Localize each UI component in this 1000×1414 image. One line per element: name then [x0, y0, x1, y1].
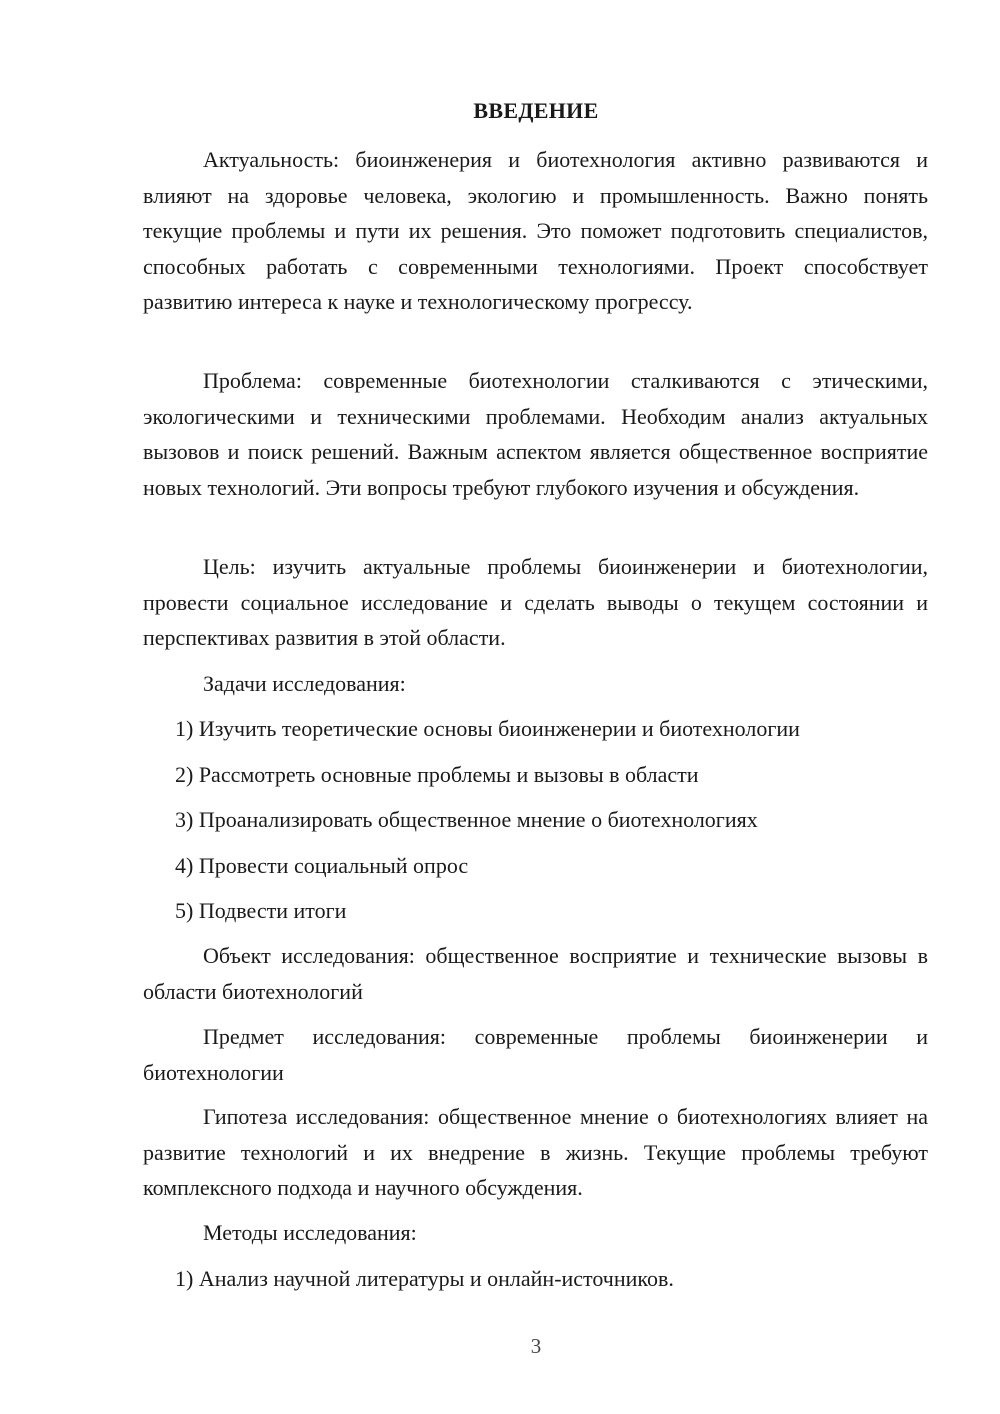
task-item-4: 4) Провести социальный опрос — [175, 853, 469, 878]
task-item-3: 3) Проанализировать общественное мнение о биотехнологиях — [175, 807, 758, 832]
goal-paragraph: Цель: изучить актуальные проблемы биоинженерии и биотехнологии, провести социальное исследование и сделать выводы о текущем состоянии и перспективах развития в этой области. — [143, 554, 928, 650]
methods-heading: Методы исследования: — [203, 1220, 417, 1245]
method-item-1: 1) Анализ научной литературы и онлайн-источников. — [175, 1266, 674, 1291]
task-item-2: 2) Рассмотреть основные проблемы и вызовы в области — [175, 762, 699, 787]
tasks-heading: Задачи исследования: — [203, 671, 406, 696]
hypothesis-paragraph: Гипотеза исследования: общественное мнение о биотехнологиях влияет на развитие технологий и их внедрение в жизнь. Текущие проблемы требуют комплексного подхода и научного обсуждения. — [143, 1104, 928, 1200]
page-title: ВВЕДЕНИЕ — [473, 98, 599, 123]
task-item-1: 1) Изучить теоретические основы биоинженерии и биотехнологии — [175, 716, 800, 741]
relevance-paragraph: Актуальность: биоинженерия и биотехнология активно развиваются и влияют на здоровье человека, экологию и промышленность. Важно понять текущие проблемы и пути их решения. Это поможет подготовить специалистов, способных работать с современными технологиями. Проект способствует развитию интереса к науке и технологическому прогрессу. — [143, 147, 928, 314]
task-item-5: 5) Подвести итоги — [175, 898, 347, 923]
page-number: 3 — [530, 1334, 542, 1358]
object-paragraph: Объект исследования: общественное восприятие и технические вызовы в области биотехнологий — [143, 943, 928, 1004]
subject-paragraph: Предмет исследования: современные проблемы биоинженерии и биотехнологии — [143, 1024, 928, 1085]
problem-paragraph: Проблема: современные биотехнологии сталкиваются с этическими, экологическими и техническими проблемами. Необходим анализ актуальных вызовов и поиск решений. Важным аспектом является общественное восприятие новых технологий. Эти вопросы требуют глубокого изучения и обсуждения. — [143, 368, 928, 500]
